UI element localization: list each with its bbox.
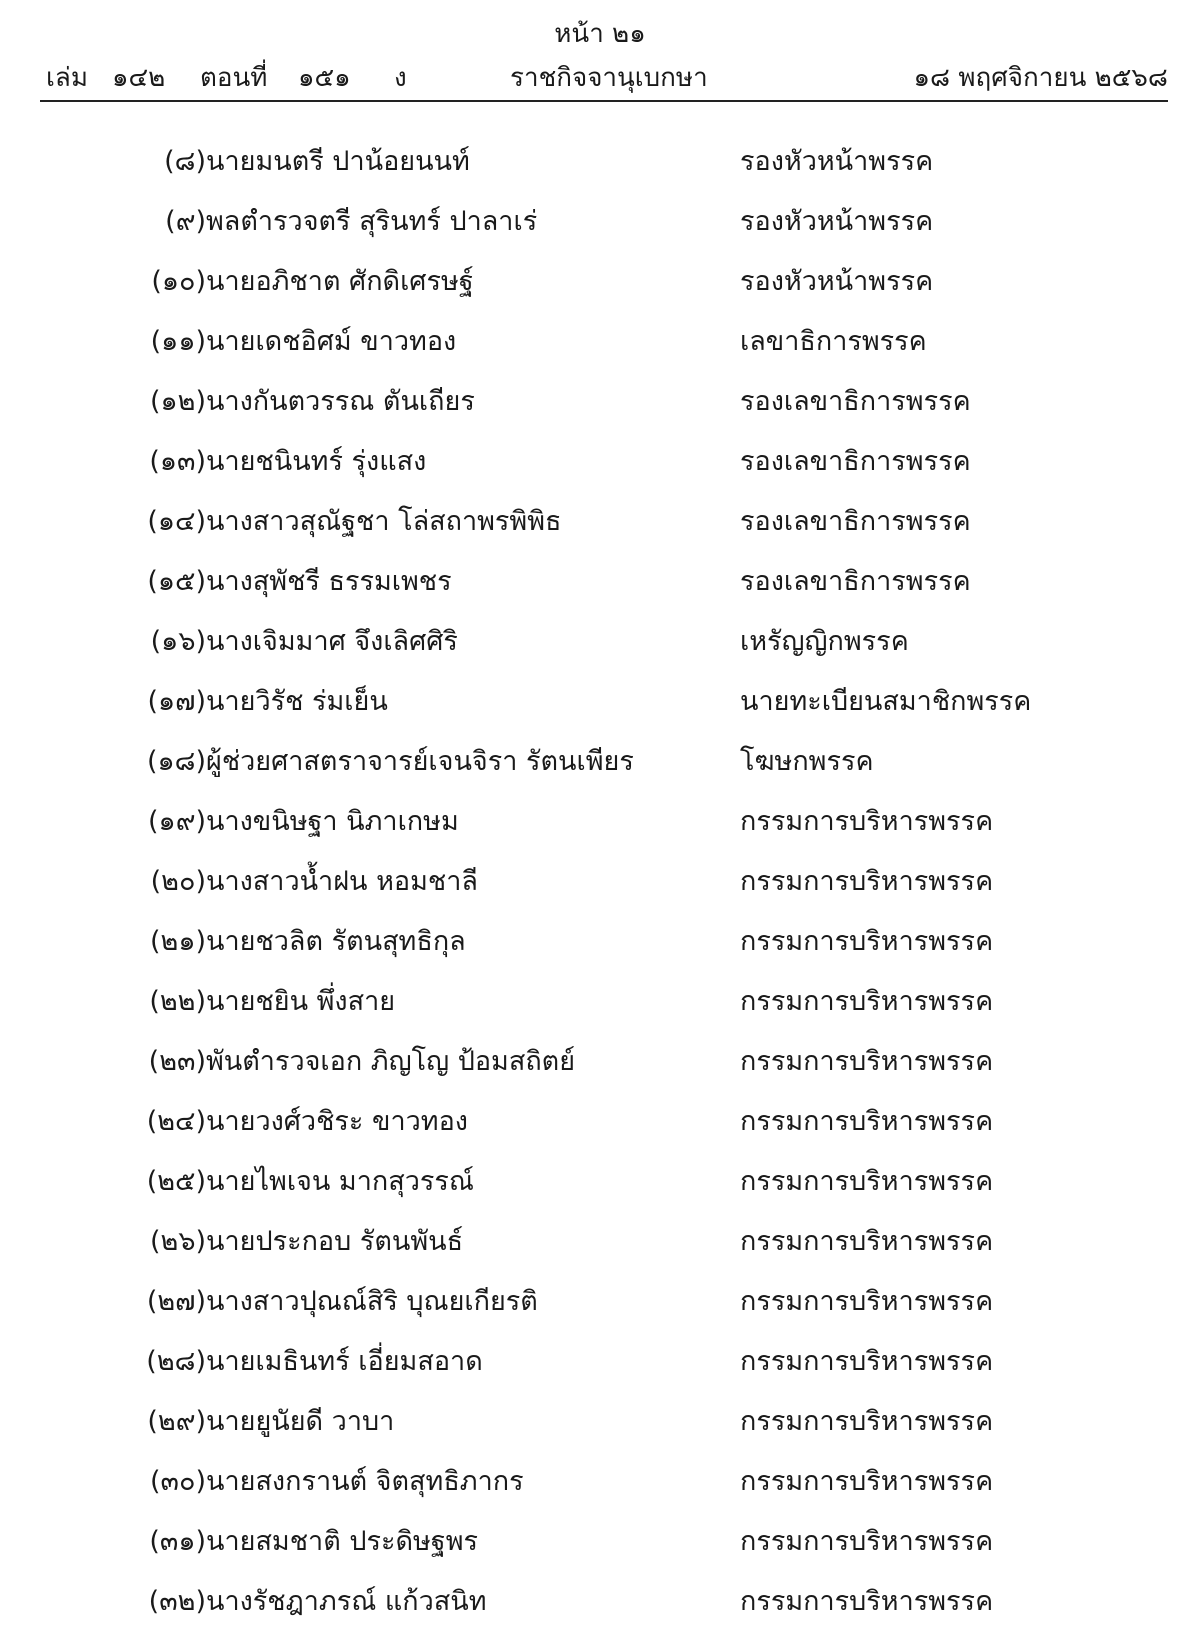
member-row [0, 740, 1200, 800]
member-row [0, 260, 1200, 320]
member-name: นางรัชฎาภรณ์ แก้วสนิท [206, 1586, 487, 1617]
member-position: รองเลขาธิการพรรค [740, 446, 971, 477]
member-name: พันตำรวจเอก ภิญโญ ป้อมสถิตย์ [206, 1046, 576, 1077]
member-position: รองเลขาธิการพรรค [740, 506, 971, 537]
member-position: กรรมการบริหารพรรค [740, 866, 994, 897]
section-type: ง [394, 63, 407, 93]
member-name: นายวิรัช ร่มเย็น [206, 686, 388, 717]
member-position: รองเลขาธิการพรรค [740, 566, 971, 597]
member-row [0, 800, 1200, 860]
member-number: (๑๑) [150, 326, 206, 357]
member-number: (๑๒) [149, 386, 206, 417]
member-position: กรรมการบริหารพรรค [740, 1526, 994, 1557]
member-position: กรรมการบริหารพรรค [740, 1346, 994, 1377]
section-label: ตอนที่ [200, 63, 268, 93]
member-number: (๒๘) [146, 1346, 206, 1377]
member-row [0, 1400, 1200, 1460]
member-row [0, 1340, 1200, 1400]
member-number: (๑๖) [150, 626, 206, 657]
member-row [0, 500, 1200, 560]
member-number: (๑๕) [147, 566, 206, 597]
member-position: รองหัวหน้าพรรค [740, 146, 934, 177]
member-name: ผู้ช่วยศาสตราจารย์เจนจิรา รัตนเพียร [206, 746, 634, 777]
member-position: รองหัวหน้าพรรค [740, 206, 934, 237]
member-row [0, 680, 1200, 740]
member-name: นางสาวน้ำฝน หอมชาลี [206, 866, 478, 897]
member-name: นายไพเจน มากสุวรรณ์ [206, 1166, 474, 1197]
member-number: (๓๒) [148, 1586, 206, 1617]
member-name: นางกันตวรรณ ตันเถียร [206, 386, 475, 417]
member-position: เหรัญญิกพรรค [740, 626, 909, 657]
volume-number: ๑๔๒ [112, 63, 166, 93]
member-number: (๑๐) [151, 266, 206, 297]
member-number: (๑๘) [146, 746, 206, 777]
member-list [0, 140, 1200, 1640]
volume-label: เล่ม [46, 63, 88, 93]
publication-date: ๑๘ พฤศจิกายน ๒๕๖๘ [913, 63, 1168, 93]
member-name: นายมนตรี ปาน้อยนนท์ [206, 146, 470, 177]
member-number: (๑๓) [149, 446, 206, 477]
member-position: กรรมการบริหารพรรค [740, 1286, 994, 1317]
member-position: กรรมการบริหารพรรค [740, 1466, 994, 1497]
member-position: กรรมการบริหารพรรค [740, 1226, 994, 1257]
member-row [0, 1460, 1200, 1520]
member-row [0, 1160, 1200, 1220]
member-position: กรรมการบริหารพรรค [740, 986, 994, 1017]
member-position: นายทะเบียนสมาชิกพรรค [740, 686, 1032, 717]
member-position: เลขาธิการพรรค [740, 326, 927, 357]
member-name: นางขนิษฐา นิภาเกษม [206, 806, 459, 837]
member-position: กรรมการบริหารพรรค [740, 926, 994, 957]
member-number: (๒๖) [149, 1226, 206, 1257]
section-number: ๑๕๑ [298, 63, 351, 93]
member-position: กรรมการบริหารพรรค [740, 1106, 994, 1137]
member-name: นายประกอบ รัตนพันธ์ [206, 1226, 464, 1257]
member-name: นางสุพัชรี ธรรมเพชร [206, 566, 452, 597]
member-number: (๓๑) [149, 1526, 206, 1557]
member-number: (๑๗) [147, 686, 206, 717]
member-number: (๒๓) [148, 1046, 206, 1077]
member-row [0, 1040, 1200, 1100]
member-number: (๒๒) [149, 986, 206, 1017]
member-number: (๓๐) [149, 1466, 206, 1497]
member-name: นายสงกรานต์ จิตสุทธิภากร [206, 1466, 524, 1497]
member-position: รองหัวหน้าพรรค [740, 266, 934, 297]
member-number: (๒๕) [146, 1166, 206, 1197]
member-number: (๑๙) [148, 806, 206, 837]
member-row [0, 320, 1200, 380]
member-position: กรรมการบริหารพรรค [740, 806, 994, 837]
member-row [0, 440, 1200, 500]
member-number: (๒๙) [147, 1406, 206, 1437]
member-position: รองเลขาธิการพรรค [740, 386, 971, 417]
member-row [0, 1520, 1200, 1580]
member-name: นายวงศ์วชิระ ขาวทอง [206, 1106, 468, 1137]
member-row [0, 200, 1200, 260]
page-number: หน้า ๒๑ [554, 19, 646, 49]
member-number: (๑๔) [147, 506, 206, 537]
member-position: โฆษกพรรค [740, 746, 874, 777]
member-number: (๒๔) [146, 1106, 206, 1137]
member-name: นายสมชาติ ประดิษฐพร [206, 1526, 478, 1557]
member-position: กรรมการบริหารพรรค [740, 1046, 994, 1077]
member-row [0, 560, 1200, 620]
member-row [0, 860, 1200, 920]
member-position: กรรมการบริหารพรรค [740, 1406, 994, 1437]
member-name: นายชนินทร์ รุ่งแสง [206, 446, 427, 477]
member-name: นายเดชอิศม์ ขาวทอง [206, 326, 457, 357]
running-header [40, 58, 1168, 98]
member-number: (๘) [164, 146, 206, 177]
member-row [0, 1280, 1200, 1340]
member-row [0, 1220, 1200, 1280]
member-row [0, 1100, 1200, 1160]
member-row [0, 380, 1200, 440]
member-name: นายเมธินทร์ เอี่ยมสอาด [206, 1346, 483, 1377]
member-row [0, 920, 1200, 980]
member-position: กรรมการบริหารพรรค [740, 1166, 994, 1197]
member-number: (๒๗) [146, 1286, 206, 1317]
member-number: (๙) [165, 206, 206, 237]
member-name: นายอภิชาต ศักดิเศรษฐ์ [206, 266, 474, 297]
member-name: นางเจิมมาศ จึงเลิศศิริ [206, 626, 458, 657]
member-number: (๒๑) [149, 926, 206, 957]
member-name: นายยูนัยดี วาบา [206, 1406, 395, 1437]
member-row [0, 1580, 1200, 1640]
member-name: นางสาวสุณัฐชา โล่สถาพรพิพิธ [206, 506, 562, 537]
member-row [0, 980, 1200, 1040]
member-position: กรรมการบริหารพรรค [740, 1586, 994, 1617]
member-name: พลตำรวจตรี สุรินทร์ ปาลาเร่ [206, 206, 538, 237]
member-name: นายชยิน พึ่งสาย [206, 986, 396, 1017]
member-number: (๒๐) [150, 866, 206, 897]
member-row [0, 140, 1200, 200]
publication-name: ราชกิจจานุเบกษา [510, 63, 708, 93]
header-rule [40, 100, 1168, 102]
member-name: นายชวลิต รัตนสุทธิกุล [206, 926, 466, 957]
member-name: นางสาวปุณณ์สิริ บุณยเกียรติ [206, 1286, 538, 1317]
member-row [0, 620, 1200, 680]
